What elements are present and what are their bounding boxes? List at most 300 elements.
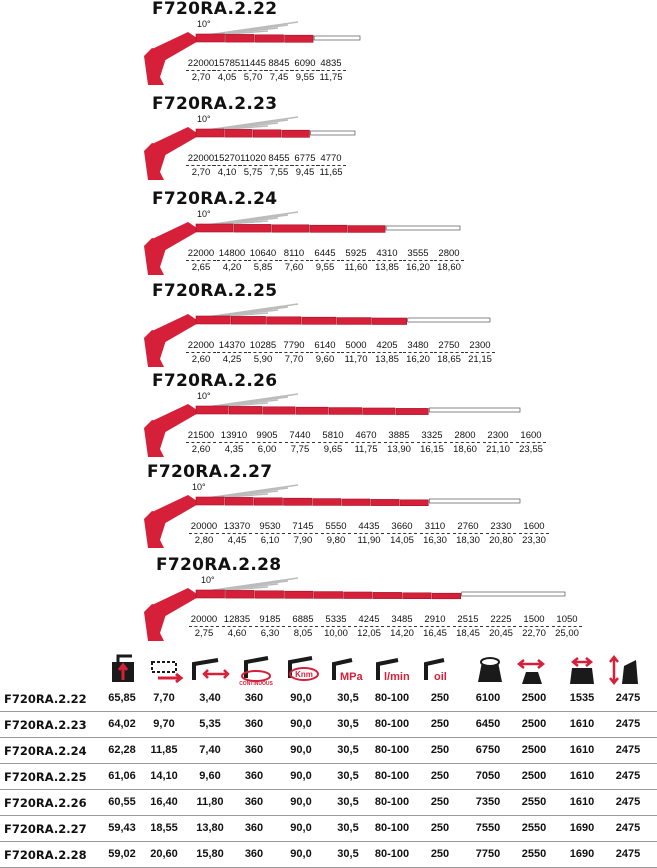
- load-kg: 3885: [388, 430, 410, 441]
- boom-extension-segment: [196, 34, 225, 42]
- table-row: [0, 842, 657, 868]
- load-distance: 16,20: [406, 354, 430, 365]
- table-cell: 360: [244, 692, 264, 704]
- table-cell: 30,5: [337, 796, 359, 808]
- boom-extension-segment: [229, 406, 261, 414]
- boom-extension-segment: [302, 317, 336, 324]
- load-label: [483, 614, 519, 639]
- load-separator: [248, 352, 278, 353]
- load-kg: 20000: [190, 614, 218, 625]
- row-model-name: F720RA.2.23: [4, 718, 87, 732]
- load-kg: 8110: [283, 248, 305, 259]
- table-cell: 61,06: [108, 770, 136, 782]
- boom-extension-segment: [263, 407, 295, 414]
- model-title: F720RA.2.28: [156, 555, 282, 575]
- load-separator: [186, 260, 216, 261]
- boom-extension-segment: [400, 500, 428, 506]
- boom-extension-segment: [314, 592, 343, 599]
- load-separator: [217, 260, 247, 261]
- load-kg: 4670: [355, 430, 377, 441]
- table-cell: 59,02: [108, 848, 136, 860]
- load-kg: 15785: [213, 58, 241, 69]
- load-separator: [255, 626, 285, 627]
- load-kg: 6445: [314, 248, 336, 259]
- table-cell: 3,40: [199, 692, 221, 704]
- load-separator: [255, 533, 285, 534]
- load-label: [549, 614, 585, 639]
- boom-extension-segment: [283, 498, 311, 505]
- load-distance: 4,60: [227, 628, 247, 639]
- load-distance: 4,45: [227, 535, 247, 546]
- load-kg: 5335: [325, 614, 347, 625]
- load-kg: 2300: [469, 340, 491, 351]
- table-cell: 13,80: [196, 822, 224, 834]
- load-distance: 16,15: [420, 444, 444, 455]
- table-cell: 64,02: [108, 718, 136, 730]
- table-cell: 30,5: [337, 848, 359, 860]
- table-cell: 5,35: [199, 718, 221, 730]
- load-kg: 10640: [249, 248, 277, 259]
- load-kg: 8845: [268, 58, 290, 69]
- boom-extension-segment: [225, 129, 253, 137]
- table-cell: 11,80: [196, 796, 224, 808]
- table-cell: 80-100: [374, 822, 410, 834]
- height-icon: [610, 657, 638, 684]
- load-kg: 2515: [457, 614, 479, 625]
- boom-extension-segment: [196, 406, 228, 414]
- load-distance: 5,70: [243, 72, 263, 83]
- load-label: [252, 614, 288, 639]
- load-distance: 7,75: [290, 444, 310, 455]
- row-model-name: F720RA.2.26: [4, 796, 87, 810]
- boom-angle-label: 10°: [192, 482, 206, 492]
- table-row: [0, 712, 657, 738]
- boom-extension-segment: [371, 499, 399, 505]
- boom-angle-label: 10°: [197, 209, 211, 219]
- load-distance: 14,20: [390, 628, 414, 639]
- load-distance: 4,10: [217, 167, 237, 178]
- table-cell: 30,5: [337, 744, 359, 756]
- load-distance: 5,90: [253, 354, 273, 365]
- table-cell: 6750: [475, 744, 501, 756]
- weight-icon: [478, 658, 502, 682]
- load-separator: [372, 260, 402, 261]
- load-kg: 4770: [320, 153, 342, 164]
- table-cell: 90,0: [290, 692, 312, 704]
- load-label: [414, 430, 450, 455]
- load-kg: 13370: [223, 521, 251, 532]
- load-distance: 11,75: [354, 444, 378, 455]
- load-label: [348, 430, 384, 455]
- load-distance: 14,05: [390, 535, 414, 546]
- load-distance: 9,80: [326, 535, 346, 546]
- table-cell: 250: [430, 718, 450, 730]
- load-separator: [420, 626, 450, 627]
- load-separator: [285, 442, 315, 443]
- load-distance: 6,00: [257, 444, 277, 455]
- boom-extension-segment: [282, 130, 310, 137]
- load-label: [249, 430, 285, 455]
- model-title: F720RA.2.25: [152, 281, 278, 301]
- load-distance: 11,70: [344, 354, 368, 365]
- load-label: [219, 521, 255, 546]
- load-label: [462, 340, 498, 365]
- load-distance: 23,55: [519, 444, 543, 455]
- table-cell: 2475: [615, 848, 641, 860]
- boom-extension-segment: [313, 499, 341, 506]
- table-cell: 20,60: [150, 848, 178, 860]
- slewing-torque-icon: [290, 658, 318, 680]
- load-distance: 16,20: [406, 262, 430, 273]
- manual-jib: [314, 36, 360, 40]
- load-separator: [288, 626, 318, 627]
- boom-extension-segment: [225, 497, 253, 505]
- load-distance: 5,85: [253, 262, 273, 273]
- model-title: F720RA.2.26: [152, 371, 278, 391]
- load-separator: [217, 352, 247, 353]
- table-cell: 90,0: [290, 744, 312, 756]
- load-distance: 8,05: [293, 628, 313, 639]
- boom-extension-segment: [285, 591, 314, 598]
- load-kg: 8455: [268, 153, 290, 164]
- manual-jib: [386, 226, 460, 230]
- table-cell: 7,40: [199, 744, 221, 756]
- load-separator: [316, 70, 346, 71]
- table-row: [0, 816, 657, 842]
- load-kg: 11445: [240, 58, 266, 69]
- load-distance: 21,10: [486, 444, 510, 455]
- lifting-moment-icon: [112, 656, 134, 682]
- load-kg: 13910: [220, 430, 248, 441]
- boom-extension-segment: [403, 593, 432, 599]
- load-distance: 7,55: [269, 167, 289, 178]
- load-separator: [318, 442, 348, 443]
- boom-angle-label: 10°: [197, 391, 211, 401]
- boom-extension-segment: [226, 34, 255, 42]
- load-kg: 2225: [490, 614, 512, 625]
- load-distance: 11,65: [319, 167, 343, 178]
- boom-extension-segment: [196, 129, 224, 137]
- load-label: [351, 521, 387, 546]
- load-label: [186, 614, 222, 639]
- load-kg: 4835: [320, 58, 342, 69]
- table-cell: 7550: [475, 822, 501, 834]
- load-distance: 20,80: [489, 535, 513, 546]
- load-distance: 20,45: [489, 628, 513, 639]
- table-cell: 360: [244, 770, 264, 782]
- row-model-name: F720RA.2.27: [4, 822, 87, 836]
- load-kg: 1050: [556, 614, 578, 625]
- spec-icon-row: [0, 652, 657, 686]
- table-cell: 360: [244, 796, 264, 808]
- table-cell: 2500: [521, 692, 547, 704]
- boom-extension-segment: [432, 593, 461, 599]
- load-separator: [465, 352, 495, 353]
- load-label: [282, 430, 318, 455]
- load-kg: 3660: [391, 521, 413, 532]
- manual-outreach-icon: [194, 660, 228, 680]
- load-distance: 18,65: [437, 354, 461, 365]
- load-separator: [279, 260, 309, 261]
- model-diagram: [0, 0, 657, 95]
- table-cell: 6100: [475, 692, 501, 704]
- table-cell: 2475: [615, 744, 641, 756]
- model-diagram: [0, 556, 657, 651]
- load-kg: 2330: [490, 521, 512, 532]
- load-distance: 23,30: [522, 535, 546, 546]
- model-diagram: [0, 463, 657, 558]
- load-kg: 1500: [523, 614, 545, 625]
- load-label: [384, 521, 420, 546]
- load-separator: [417, 442, 447, 443]
- load-distance: 9,45: [295, 167, 315, 178]
- boom-extension-segment: [226, 590, 255, 598]
- load-separator: [552, 626, 582, 627]
- manual-jib: [429, 499, 520, 503]
- table-cell: 1610: [569, 744, 595, 756]
- load-distance: 9,55: [295, 72, 315, 83]
- boom-angle-label: 10°: [197, 19, 211, 29]
- load-separator: [519, 626, 549, 627]
- boom-angle-label: 10°: [197, 114, 211, 124]
- table-cell: 7,70: [153, 692, 175, 704]
- table-cell: 2550: [521, 822, 547, 834]
- table-cell: 1610: [569, 796, 595, 808]
- table-cell: 30,5: [337, 822, 359, 834]
- load-label: [252, 521, 288, 546]
- table-row: [0, 738, 657, 764]
- load-separator: [288, 533, 318, 534]
- load-distance: 7,90: [293, 535, 313, 546]
- table-cell: 7050: [475, 770, 501, 782]
- load-label: [516, 614, 552, 639]
- table-cell: 360: [244, 718, 264, 730]
- load-label: [447, 430, 483, 455]
- load-label: [450, 521, 486, 546]
- boom-extension-segment: [310, 225, 347, 232]
- load-distance: 11,60: [344, 262, 368, 273]
- load-label: [431, 248, 467, 273]
- load-distance: 25,00: [555, 628, 579, 639]
- load-distance: 2,70: [191, 72, 211, 83]
- knm-label: Knm: [295, 670, 313, 679]
- table-row: [0, 764, 657, 790]
- load-distance: 18,60: [453, 444, 477, 455]
- table-cell: 1610: [569, 770, 595, 782]
- model-title: F720RA.2.27: [147, 462, 273, 482]
- table-cell: 80-100: [374, 718, 410, 730]
- table-cell: 1535: [569, 692, 595, 704]
- load-kg: 3555: [407, 248, 429, 259]
- model-diagram: [0, 282, 657, 377]
- boom-angle-label: 10°: [201, 575, 215, 585]
- load-separator: [252, 442, 282, 443]
- spec-table: [0, 686, 657, 868]
- load-kg: 3485: [391, 614, 413, 625]
- load-kg: 4310: [376, 248, 398, 259]
- load-label: [381, 430, 417, 455]
- load-label: [351, 614, 387, 639]
- row-model-name: F720RA.2.28: [4, 848, 87, 862]
- load-kg: 6885: [292, 614, 314, 625]
- table-row: [0, 790, 657, 816]
- boom-extension-segment: [348, 226, 385, 233]
- load-label: [513, 430, 549, 455]
- table-cell: 80-100: [374, 744, 410, 756]
- table-cell: 90,0: [290, 796, 312, 808]
- load-distance: 7,60: [284, 262, 304, 273]
- load-distance: 7,45: [269, 72, 289, 83]
- load-label: [186, 521, 222, 546]
- table-cell: 250: [430, 770, 450, 782]
- table-cell: 250: [430, 796, 450, 808]
- load-separator: [341, 352, 371, 353]
- table-cell: 15,80: [196, 848, 224, 860]
- load-distance: 9,60: [315, 354, 335, 365]
- installation-width-icon: [519, 660, 543, 684]
- load-separator: [321, 626, 351, 627]
- boom-extension-segment: [337, 318, 371, 325]
- table-cell: 1690: [569, 822, 595, 834]
- load-kg: 5550: [325, 521, 347, 532]
- table-row: [0, 686, 657, 712]
- load-kg: 14370: [218, 340, 246, 351]
- load-distance: 2,60: [191, 354, 211, 365]
- boom-extension-segment: [196, 497, 224, 505]
- boom-extension-segment: [373, 592, 402, 598]
- row-model-name: F720RA.2.24: [4, 744, 87, 758]
- load-distance: 11,90: [357, 535, 381, 546]
- boom-extension-segment: [255, 35, 284, 42]
- load-kg: 3325: [421, 430, 443, 441]
- table-cell: 2550: [521, 848, 547, 860]
- table-cell: 360: [244, 744, 264, 756]
- load-kg: 12835: [223, 614, 251, 625]
- boom-extension-segment: [272, 225, 309, 232]
- load-kg: 9530: [259, 521, 281, 532]
- load-kg: 2760: [457, 521, 479, 532]
- table-cell: 2475: [615, 692, 641, 704]
- load-label: [384, 614, 420, 639]
- load-distance: 18,45: [456, 628, 480, 639]
- oil-flow-icon: [378, 660, 410, 683]
- hydraulic-outreach-icon: [152, 662, 181, 682]
- table-cell: 11,85: [150, 744, 178, 756]
- load-kg: 7440: [289, 430, 311, 441]
- load-distance: 2,70: [191, 167, 211, 178]
- load-distance: 2,60: [191, 444, 211, 455]
- continuous-label: CONTINUOUS: [239, 681, 273, 686]
- load-kg: 4245: [358, 614, 380, 625]
- load-distance: 10,00: [324, 628, 348, 639]
- load-separator: [403, 260, 433, 261]
- load-label: [450, 614, 486, 639]
- load-kg: 4205: [376, 340, 398, 351]
- load-separator: [519, 533, 549, 534]
- boom-extension-segment: [234, 224, 271, 232]
- load-separator: [351, 442, 381, 443]
- table-cell: 250: [430, 692, 450, 704]
- load-kg: 22000: [187, 248, 215, 259]
- table-cell: 80-100: [374, 848, 410, 860]
- load-kg: 1600: [520, 430, 542, 441]
- table-cell: 90,0: [290, 718, 312, 730]
- boom-extension-segment: [329, 408, 361, 415]
- table-cell: 2475: [615, 796, 641, 808]
- table-cell: 2475: [615, 718, 641, 730]
- load-separator: [189, 626, 219, 627]
- load-separator: [248, 260, 278, 261]
- load-separator: [316, 165, 346, 166]
- table-cell: 1610: [569, 718, 595, 730]
- boom-extension-segment: [342, 499, 370, 506]
- load-distance: 6,30: [260, 628, 280, 639]
- table-cell: 2500: [521, 770, 547, 782]
- table-cell: 9,60: [199, 770, 221, 782]
- table-cell: 16,40: [150, 796, 178, 808]
- load-kg: 2750: [438, 340, 460, 351]
- load-kg: 11020: [240, 153, 266, 164]
- boom-extension-segment: [296, 407, 328, 414]
- boom-extension-segment: [196, 316, 230, 324]
- pressure-icon: [334, 660, 364, 683]
- load-kg: 5000: [345, 340, 367, 351]
- boom-extension-segment: [372, 318, 406, 325]
- table-cell: 90,0: [290, 848, 312, 860]
- load-kg: 6090: [294, 58, 316, 69]
- mpa-label: MPa: [340, 671, 363, 683]
- load-separator: [222, 533, 252, 534]
- load-kg: 2800: [454, 430, 476, 441]
- table-cell: 30,5: [337, 718, 359, 730]
- boom-extension-segment: [231, 316, 265, 324]
- load-kg: 2800: [438, 248, 460, 259]
- load-separator: [354, 626, 384, 627]
- load-separator: [483, 442, 513, 443]
- load-kg: 21500: [187, 430, 215, 441]
- oil-tank-icon: [426, 660, 447, 683]
- model-diagram: [0, 95, 657, 190]
- table-cell: 62,28: [108, 744, 136, 756]
- load-separator: [516, 442, 546, 443]
- load-separator: [434, 260, 464, 261]
- load-distance: 9,55: [315, 262, 335, 273]
- table-cell: 250: [430, 822, 450, 834]
- load-separator: [450, 442, 480, 443]
- table-cell: 18,55: [150, 822, 178, 834]
- table-cell: 30,5: [337, 770, 359, 782]
- load-separator: [486, 626, 516, 627]
- load-distance: 13,85: [375, 354, 399, 365]
- load-kg: 22000: [187, 58, 215, 69]
- load-label: [516, 521, 552, 546]
- load-kg: 20000: [190, 521, 218, 532]
- table-cell: 1690: [569, 848, 595, 860]
- load-label: [318, 614, 354, 639]
- boom-extension-segment: [344, 592, 373, 599]
- model-title: F720RA.2.24: [152, 189, 278, 209]
- table-cell: 80-100: [374, 796, 410, 808]
- load-separator: [384, 442, 414, 443]
- load-separator: [387, 533, 417, 534]
- manual-jib: [429, 408, 520, 412]
- table-cell: 59,43: [108, 822, 136, 834]
- table-cell: 250: [430, 848, 450, 860]
- table-cell: 65,85: [108, 692, 136, 704]
- table-cell: 2500: [521, 744, 547, 756]
- load-separator: [453, 626, 483, 627]
- load-separator: [387, 626, 417, 627]
